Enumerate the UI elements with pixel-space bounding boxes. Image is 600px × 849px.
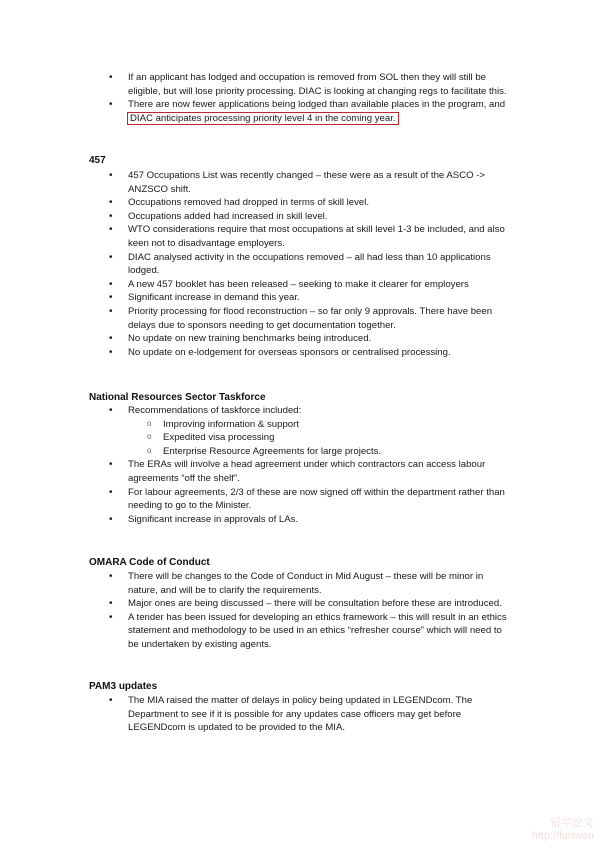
list-item: • If an applicant has lodged and occupation is removed from SOL then they will still be eligible, but will lose priority processing. DIAC is looking at changing regs to facilitate this. [0, 71, 508, 98]
section-heading-omara: OMARA Code of Conduct [89, 557, 210, 568]
list-item: • DIAC analysed activity in the occupations removed – all had less than 10 applications lodged. [0, 251, 508, 278]
list-pam3 [0, 694, 600, 735]
list-item: • No update on new training benchmarks being introduced. [0, 332, 508, 346]
list-item: • Recommendations of taskforce included: [0, 404, 508, 418]
section-heading-pam3: PAM3 updates [89, 681, 158, 692]
list-item: • Priority processing for flood reconstruction – so far only 9 approvals. There have been delays due to sponsors needing to get documentation together. [0, 305, 508, 332]
list-item: • Occupations added had increased in skill level. [0, 210, 508, 224]
list-nrst [0, 404, 600, 526]
sub-list-item: o Expedited visa processing [0, 431, 508, 445]
list-item: • The MIA raised the matter of delays in policy being updated in LEGENDcom. The Department to see if it is possible for any updates case officers may get before LEGENDcom is updated to be provided to the MIA. [0, 694, 508, 735]
list-item: • No update on e-lodgement for overseas sponsors or centralised processing. [0, 346, 508, 360]
intro-list [0, 71, 600, 125]
sub-list-item: o Improving information & support [0, 418, 508, 432]
sub-list-item: o Enterprise Resource Agreements for large projects. [0, 445, 508, 459]
list-item: • Significant increase in approvals of LAs. [0, 513, 508, 527]
section-omara [0, 570, 600, 652]
intro-section [0, 71, 600, 125]
list-item: • There will be changes to the Code of Conduct in Mid August – these will be minor in nature, and will be to clarify the requirements. [0, 570, 508, 597]
list-item: • Significant increase in demand this year. [0, 291, 508, 305]
list-item: • For labour agreements, 2/3 of these are now signed off within the department rather than needing to go to the Minister. [0, 486, 508, 513]
list-item: • Occupations removed had dropped in terms of skill level. [0, 196, 508, 210]
section-457 [0, 169, 600, 359]
section-pam3 [0, 694, 600, 735]
watermark [532, 817, 594, 843]
watermark-line: 留学论文 [550, 817, 594, 829]
list-item: • WTO considerations require that most occupations at skill level 1-3 be included, and also keen not to disadvantage employers. [0, 223, 508, 250]
watermark-line: http://lunwen [531, 830, 594, 842]
section-nrst [0, 404, 600, 526]
list-item: • A tender has been issued for developing an ethics framework – this will result in an ethics statement and methodology to be used in an ethics “refresher course” which will need to be undertaken by existing agents. [0, 611, 508, 652]
section-heading-nrst: National Resources Sector Taskforce [89, 392, 266, 403]
list-omara [0, 570, 600, 652]
list-item: • Major ones are being discussed – there will be consultation before these are introduced. [0, 597, 508, 611]
list-item: • The ERAs will involve a head agreement under which contractors can access labour agreements “off the shelf”. [0, 458, 508, 485]
list-457 [0, 169, 600, 359]
list-item [0, 98, 508, 125]
list-item-text: There are now fewer applications being lodged than available places in the program, and [128, 99, 506, 111]
list-item: • 457 Occupations List was recently changed – these were as a result of the ASCO -> ANZSCO shift. [0, 169, 508, 196]
list-item: • A new 457 booklet has been released – seeking to make it clearer for employers [0, 278, 508, 292]
highlighted-text: DIAC anticipates processing priority level 4 in the coming year. [130, 112, 396, 124]
section-heading-457: 457 [89, 155, 106, 166]
